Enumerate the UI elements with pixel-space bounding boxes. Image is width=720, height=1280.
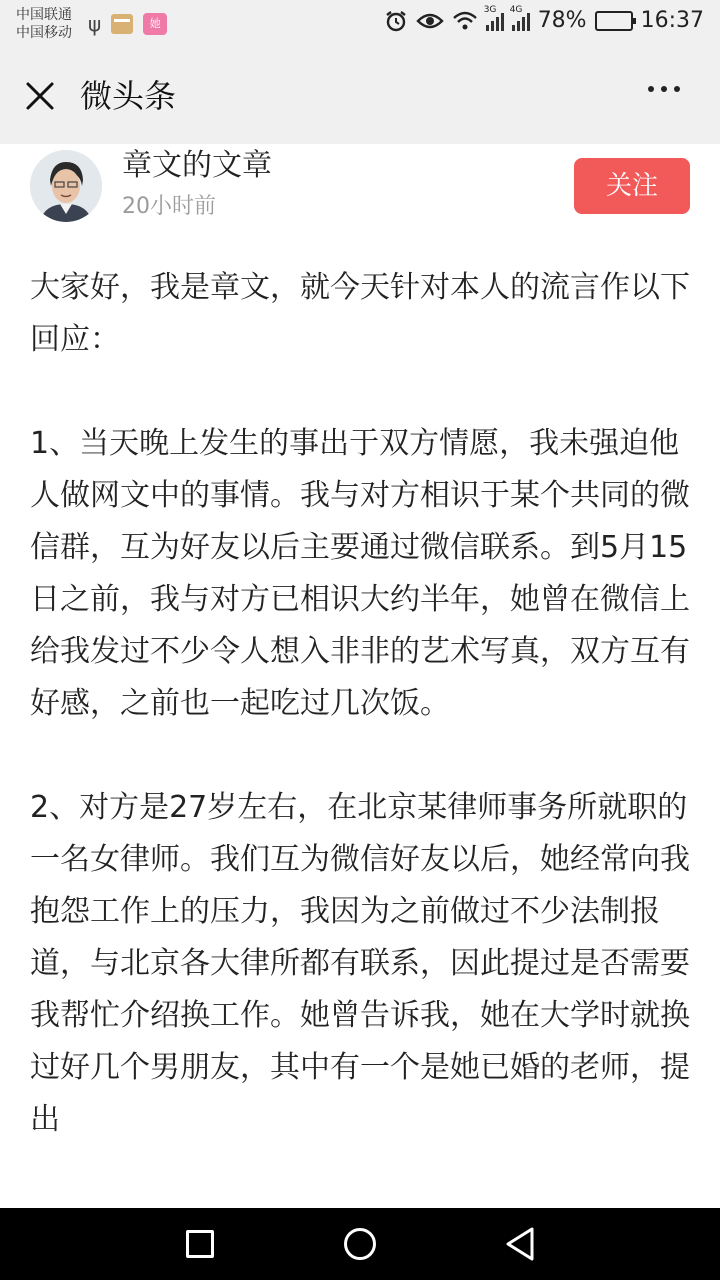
wifi-icon [452,11,478,31]
eye-icon [416,11,444,31]
more-icon[interactable] [648,86,680,92]
status-icons [384,4,704,33]
home-icon[interactable] [344,1228,376,1260]
avatar[interactable] [30,150,102,222]
signal-3g-icon [483,4,504,31]
app-notification-icon: 她 [143,13,167,35]
article-paragraph: 大家好，我是章文，就今天针对本人的流言作以下回应： [30,270,690,357]
signal-4g-icon [509,4,530,31]
post-timestamp: 20小时前 [122,194,216,219]
wallet-icon [111,14,133,34]
system-nav-bar [0,1208,720,1280]
network-type-4g: 4G [509,4,523,15]
notification-icons [88,12,167,36]
carrier-info [16,6,72,42]
page-title: 微头条 [80,77,177,115]
back-icon[interactable] [504,1226,536,1262]
status-bar [0,0,720,48]
carrier-2: 中国移动 [16,25,72,41]
alarm-icon [384,9,408,33]
article-paragraph: 2、对方是27岁左右，在北京某律师事务所就职的一名女律师。我们互为微信好友以后，她经常向我抱怨工作上的压力，我因为之前做过不少法制报道，与北京各大律所都有联系，因此提过是否需要我帮忙介绍换工作。她曾告诉我，她在大学时就换过好几个男朋友，其中有一个是她已婚的老师，提出 [30,790,690,1137]
network-type-3g: 3G [483,4,497,15]
article-body [30,262,690,1198]
app-header [0,48,720,144]
follow-button[interactable]: 关注 [574,158,690,214]
battery-percentage: 78% [537,8,587,33]
recent-apps-icon[interactable] [186,1230,214,1258]
author-name[interactable]: 章文的文章 [122,148,272,183]
battery-icon [595,11,633,31]
close-icon[interactable] [24,80,56,112]
article-paragraph: 1、当天晚上发生的事出于双方情愿，我未强迫他人做网文中的事情。我与对方相识于某个共同的微信群，互为好友以后主要通过微信联系。到5月15日之前，我与对方已相识大约半年，她曾在微信上给我发过不少令人想入非非的艺术写真，双方互有好感，之前也一起吃过几次饭。 [30,426,690,721]
avatar-image [30,150,102,222]
usb-icon: ψ [88,12,102,36]
carrier-1: 中国联通 [16,7,72,23]
clock: 16:37 [640,8,704,33]
